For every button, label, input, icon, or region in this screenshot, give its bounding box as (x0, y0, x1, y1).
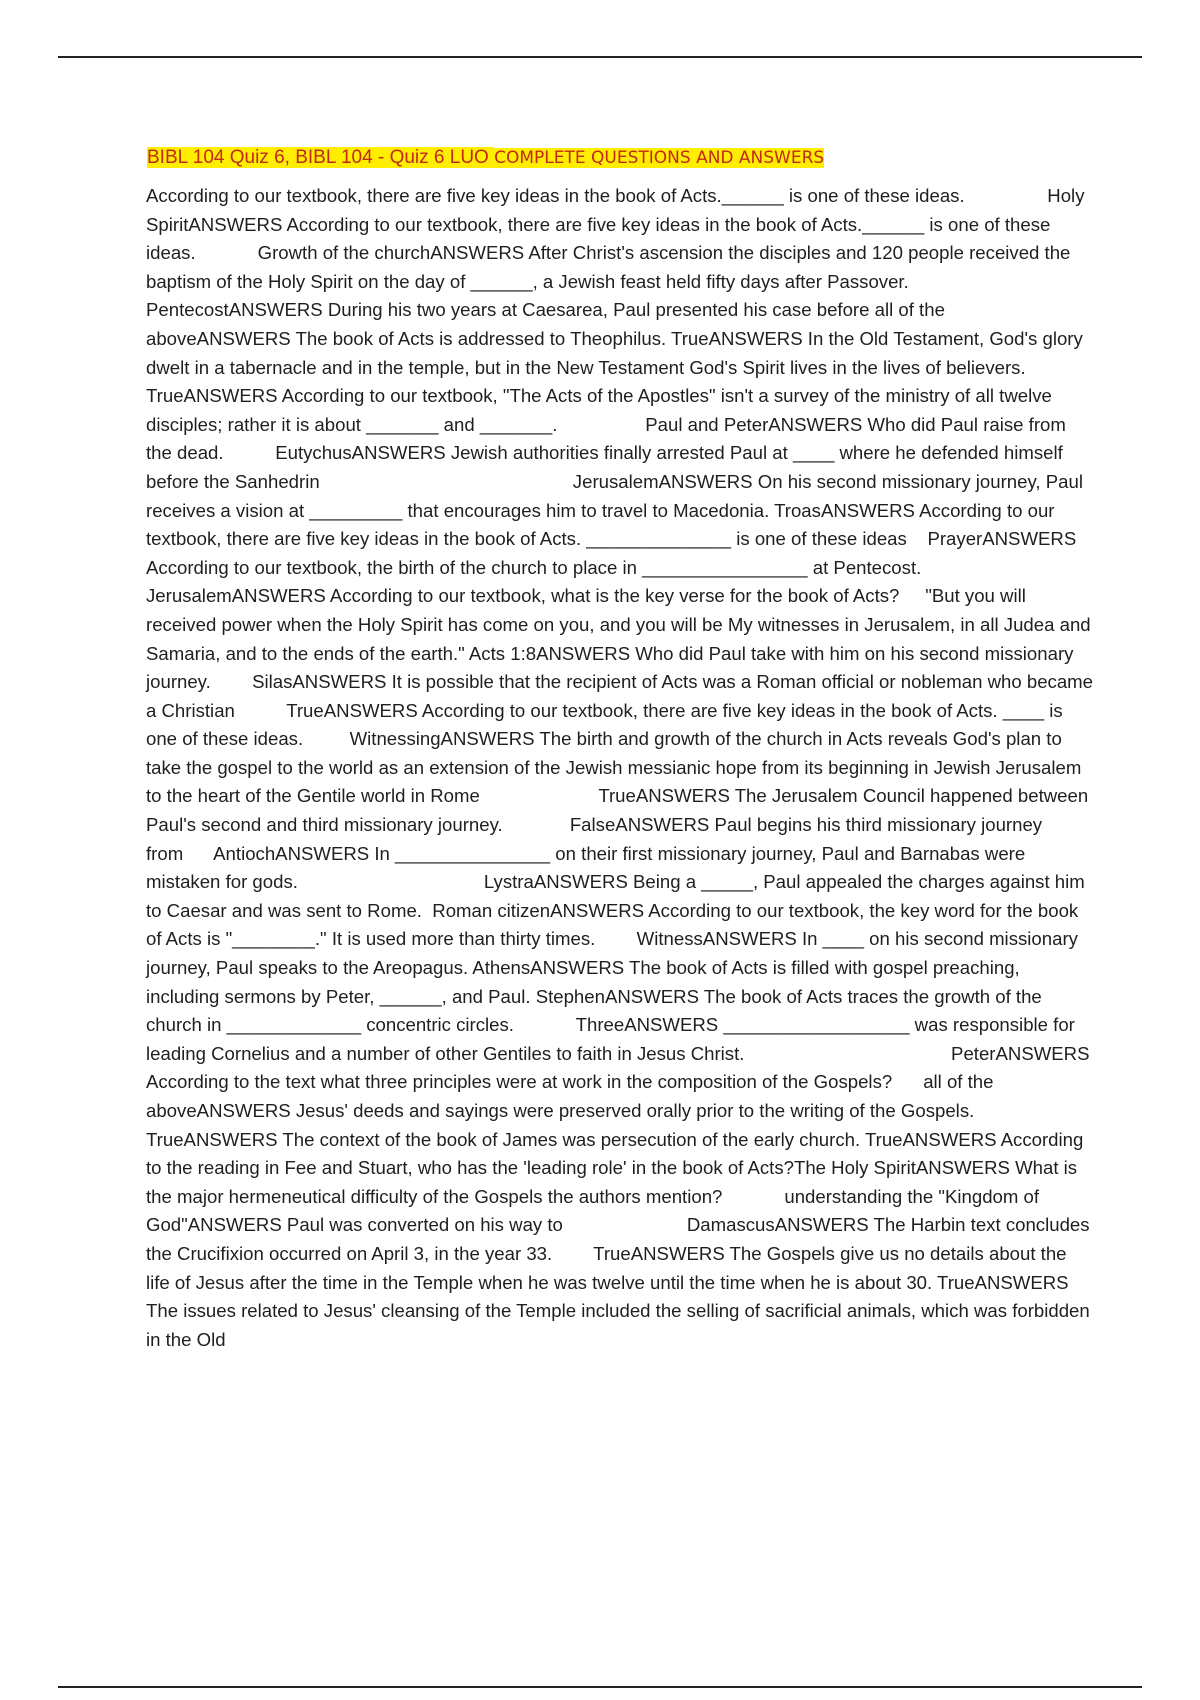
title-suffix: COMPLETE QUESTIONS AND ANSWERS (494, 148, 825, 168)
top-rule (58, 56, 1142, 58)
title-main: BIBL 104 Quiz 6, BIBL 104 - Quiz 6 LUO (147, 147, 489, 168)
document-title (146, 144, 825, 172)
document-content (146, 144, 1094, 1354)
document-body: According to our textbook, there are five key ideas in the book of Acts.______ is one of these ideas. Holy SpiritANSWERS According to our textbook, there are five key ideas in the book of Acts.______ is one of these ideas. Growth of the churchANSWERS After Christ's ascension the disciples and 120 people received the baptism of the Holy Spirit on the day of ______, a Jewish feast held fifty days after Passover. PentecostANSWERS During his two years at Caesarea, Paul presented his case before all of the aboveANSWERS The book of Acts is addressed to Theophilus. TrueANSWERS In the Old Testament, God's glory dwelt in a tabernacle and in the temple, but in the New Testament God's Spirit lives in the lives of believers. TrueANSWERS According to our textbook, "The Acts of the Apostles" isn't a survey of the ministry of all twelve disciples; rather it is about _______ and _______. Paul and PeterANSWERS Who did Paul raise from the dead. EutychusANSWERS Jewish authorities finally arrested Paul at ____ where he defended himself before the Sanhedrin JerusalemANSWERS On his second missionary journey, Paul receives a vision at _________ that encourages him to travel to Macedonia. TroasANSWERS According to our textbook, there are five key ideas in the book of Acts. ______________ is one of these ideas PrayerANSWERS According to our textbook, the birth of the church to place in ________________ at Pentecost. JerusalemANSWERS According to our textbook, what is the key verse for the book of Acts? "But you will received power when the Holy Spirit has come on you, and you will be My witnesses in Jerusalem, in all Judea and Samaria, and to the ends of the earth." Acts 1:8ANSWERS Who did Paul take with him on his second missionary journey. SilasANSWERS It is possible that the recipient of Acts was a Roman official or nobleman who became a Christian TrueANSWERS According to our textbook, there are five key ideas in the book of Acts. ____ is one of these ideas. WitnessingANSWERS The birth and growth of the church in Acts reveals God's plan to take the gospel to the world as an extension of the Jewish messianic hope from its beginning in Jewish Jerusalem to the heart of the Gentile world in Rome TrueANSWERS The Jerusalem Council happened between Paul's second and third missionary journey. FalseANSWERS Paul begins his third missionary journey from AntiochANSWERS In _______________ on their first missionary journey, Paul and Barnabas were mistaken for gods. LystraANSWERS Being a _____, Paul appealed the charges against him to Caesar and was sent to Rome. Roman citizenANSWERS According to our textbook, the key word for the book of Acts is "________." It is used more than thirty times. WitnessANSWERS In ____ on his second missionary journey, Paul speaks to the Areopagus. AthensANSWERS The book of Acts is filled with gospel preaching, including sermons by Peter, ______, and Paul. StephenANSWERS The book of Acts traces the growth of the church in _____________ concentric circles. ThreeANSWERS __________________ was responsible for leading Cornelius and a number of other Gentiles to faith in Jesus Christ. PeterANSWERS According to the text what three principles were at work in the composition of the Gospels? all of the aboveANSWERS Jesus' deeds and sayings were preserved orally prior to the writing of the Gospels. TrueANSWERS The context of the book of James was persecution of the early church. TrueANSWERS According to the reading in Fee and Stuart, who has the 'leading role' in the book of Acts?The Holy SpiritANSWERS What is the major hermeneutical difficulty of the Gospels the authors mention? understanding the "Kingdom of God"ANSWERS Paul was converted on his way to DamascusANSWERS The Harbin text concludes the Crucifixion occurred on April 3, in the year 33. TrueANSWERS The Gospels give us no details about the life of Jesus after the time in the Temple when he was twelve until the time when he is about 30. TrueANSWERS The issues related to Jesus' cleansing of the Temple included the selling of sacrificial animals, which was forbidden in the Old (146, 185, 1094, 1350)
bottom-rule (58, 1686, 1142, 1688)
